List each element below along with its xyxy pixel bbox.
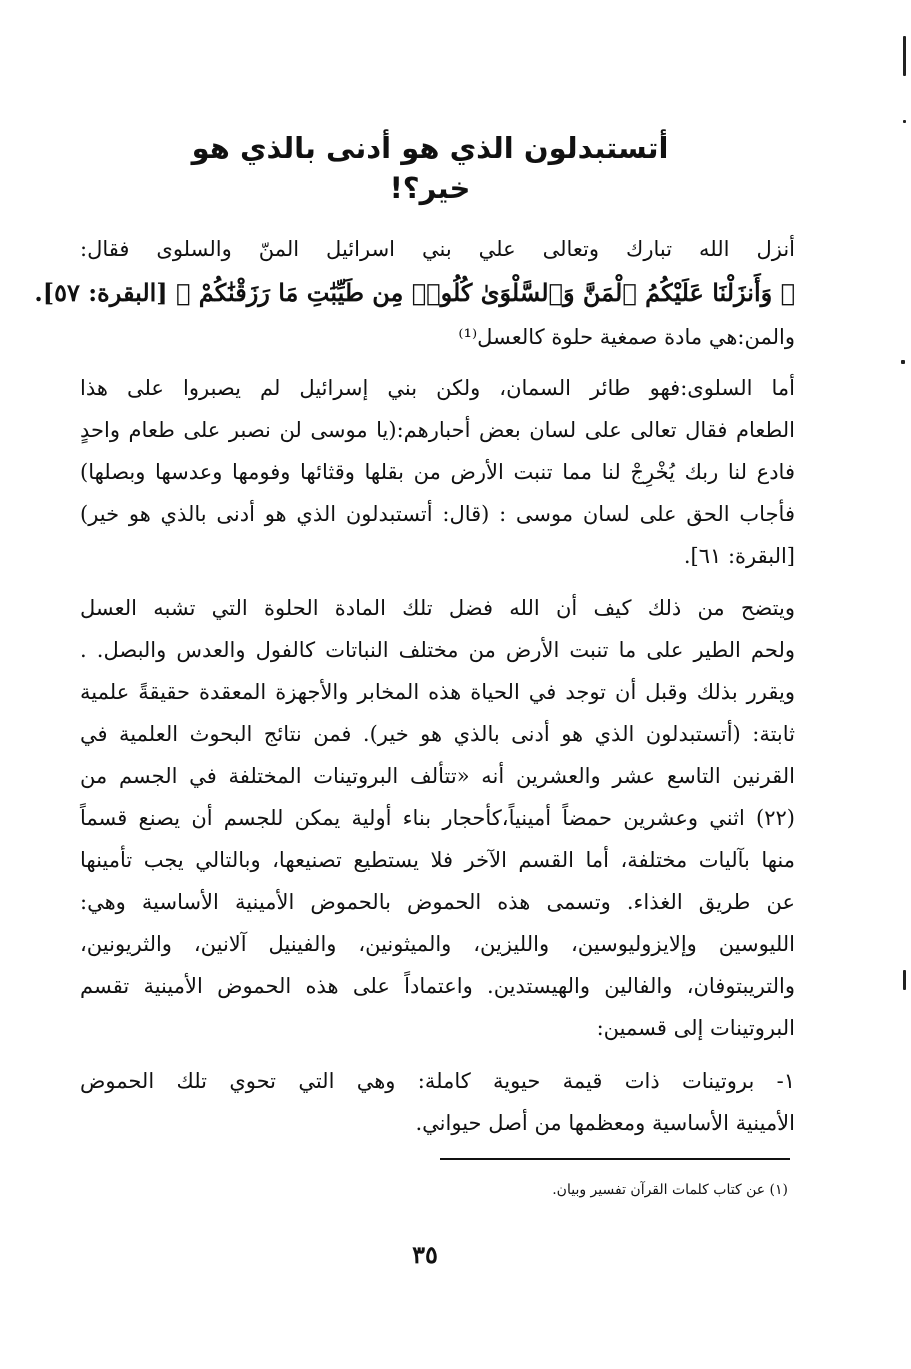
paragraph-line: (٢٢) اثني وعشرين حمضاً أمينياً،كأحجار بناء أولية يمكن للجسم أن يصنع قسماً <box>80 806 795 830</box>
paragraph-line: ١- بروتينات ذات قيمة حيوية كاملة: وهي التي تحوي تلك الحموض <box>80 1069 795 1093</box>
footnote-divider <box>440 1158 790 1160</box>
paragraph-line: الليوسين وإلايزوليوسين، والليزين، والميثونين، والفينيل آلانين، والثريونين، <box>80 932 795 956</box>
intro-paragraph <box>34 228 795 358</box>
paragraph-line: فأجاب الحق على لسان موسى : (قال: أتستبدلون الذي هو أدنى بالذي هو خير) <box>80 502 795 526</box>
intro-line: أنزل الله تبارك وتعالى علي بني اسرائيل المنّ والسلوى فقال: <box>80 237 795 261</box>
scan-edge-mark <box>903 36 906 76</box>
paragraph-line: ويقرر بذلك وقبل أن توجد في الحياة هذه المخابر والأجهزة المعقدة حقيقةً علمية <box>80 680 795 704</box>
paragraph-line: والتريبتوفان، والفالين والهيستدين. واعتماداً على هذه الحموض الأمينية تقسم <box>80 974 795 998</box>
page-title: أتستبدلون الذي هو أدنى بالذي هو خير؟! <box>191 131 669 205</box>
paragraph-line: ولحم الطير على ما تنبت الأرض من مختلف النباتات كالفول والعدس والبصل. . <box>80 638 795 662</box>
paragraph-line: البروتينات إلى قسمين: <box>596 1016 795 1040</box>
paragraph-line: ويتضح من ذلك كيف أن الله فضل تلك المادة الحلوة التي تشبه العسل <box>80 596 795 620</box>
paragraph-line: ثابتة: (أتستبدلون الذي هو أدنى بالذي هو خير). فمن نتائج البحوث العلمية في <box>80 722 795 746</box>
paragraph-line: منها بآليات مختلفة، أما القسم الآخر فلا يستطيع تصنيعها، وبالتالي يجب تأمينها <box>80 848 795 872</box>
footnote: (١) عن كتاب كلمات القرآن تفسير وبيان. <box>552 1182 788 1198</box>
paragraph-line: الطعام فقال تعالى على لسان بعض أحبارهم:(يا موسى لن نصبر على طعام واحدٍ <box>80 418 795 442</box>
scan-edge-mark <box>903 970 906 990</box>
page-number: ٣٥ <box>412 1240 438 1269</box>
paragraph-line: [البقرة: ٦١]. <box>683 544 795 568</box>
paragraph-line: القرنين التاسع عشر والعشرين أنه «تتألف البروتينات المختلفة في الجسم من <box>80 764 795 788</box>
scan-edge-mark <box>901 360 905 364</box>
paragraph-line: أما السلوى:فهو طائر السمان، ولكن بني إسرائيل لم يصبروا على هذا <box>80 376 795 400</box>
protein-types-paragraph <box>80 1060 795 1144</box>
paragraph-line: فادع لنا ربك يُخْرِجْ لنا مما تنبت الأرض من بقلها وقثائها وفومها وعدسها وبصلها) <box>80 460 795 484</box>
salwa-paragraph <box>80 367 795 577</box>
proteins-paragraph <box>80 587 795 1049</box>
paragraph-line: الأمينية الأساسية ومعظمها من أصل حيواني. <box>415 1111 795 1135</box>
scan-edge-mark <box>903 120 906 123</box>
paragraph-line: عن طريق الغذاء. وتسمى هذه الحموض بالحموض الأمينية الأساسية وهي: <box>80 890 795 914</box>
quran-verse-line: ﴿ وَأَنزَلْنَا عَلَيْكُمُ ٱلْمَنَّ وَٱلسَّلْوَىٰ كُلُوا۟ مِن طَيِّبَٰتِ مَا رَزَقْنَٰكُمْ ﴾ [البقرة: ٥٧]. <box>34 278 795 307</box>
intro-definition-line: والمن:هي مادة صمغية حلوة كالعسل⁽¹⁾ <box>458 325 795 349</box>
